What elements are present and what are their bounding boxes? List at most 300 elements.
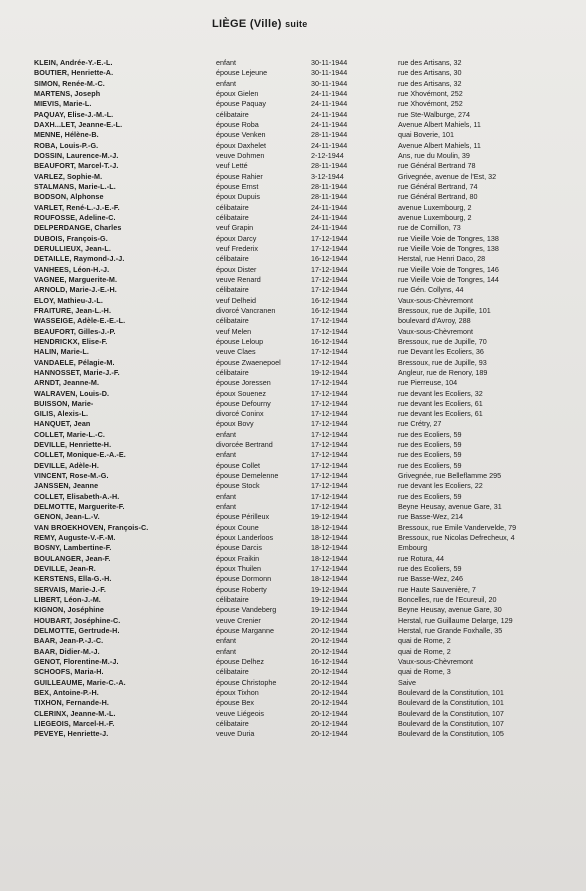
entry-date: 24-11-1944: [311, 109, 348, 119]
entry-address: rue devant les Ecoliers, 32: [398, 388, 483, 398]
entry-relation: épouse Leloup: [216, 336, 264, 346]
list-item: [0, 626, 586, 636]
entry-date: 17-12-1944: [311, 264, 348, 274]
entry-name: DELMOTTE, Marguerite-F.: [34, 502, 125, 512]
entry-address: rue de Cornillon, 73: [398, 223, 461, 233]
entry-relation: époux Landerloos: [216, 533, 274, 543]
list-item: [0, 110, 586, 120]
entry-relation: célibataire: [216, 254, 249, 264]
list-item: [0, 223, 586, 233]
entry-address: rue des Ecoliers, 59: [398, 491, 462, 501]
entry-relation: enfant: [216, 636, 236, 646]
list-item: [0, 213, 586, 223]
entry-address: rue Basse-Wez, 214: [398, 512, 463, 522]
list-item: [0, 296, 586, 306]
list-item: [0, 719, 586, 729]
entry-name: WALRAVEN, Louis-D.: [34, 388, 110, 398]
entry-date: 24-11-1944: [311, 88, 348, 98]
list-item: [0, 419, 586, 429]
list-item: [0, 636, 586, 646]
entry-name: JANSSEN, Jeanne: [34, 481, 99, 491]
entry-address: quai Boverie, 101: [398, 130, 454, 140]
entry-name: PAQUAY, Elise-J.-M.-L.: [34, 109, 114, 119]
entry-relation: époux Tixhon: [216, 688, 259, 698]
list-item: [0, 151, 586, 161]
entry-date: 16-12-1944: [311, 305, 348, 315]
entry-date: 2-12-1944: [311, 150, 344, 160]
entry-name: MENNE, Hélène-B.: [34, 130, 99, 140]
entry-relation: époux Thuilen: [216, 564, 262, 574]
entry-address: rue Ste-Walburge, 274: [398, 109, 471, 119]
entry-date: 20-12-1944: [311, 626, 348, 636]
list-item: [0, 667, 586, 677]
entry-date: 20-12-1944: [311, 615, 348, 625]
list-item: [0, 389, 586, 399]
list-item: [0, 678, 586, 688]
entry-date: 17-12-1944: [311, 357, 348, 367]
entry-name: COLLET, Marie-L.-C.: [34, 429, 105, 439]
list-item: [0, 461, 586, 471]
entry-date: 17-12-1944: [311, 274, 348, 284]
entry-address: rue Vieille Voie de Tongres, 138: [398, 243, 499, 253]
entry-address: rue Devant les Ecoliers, 36: [398, 347, 484, 357]
entry-name: VANHEES, Léon-H.-J.: [34, 264, 110, 274]
list-item: [0, 688, 586, 698]
list-item: [0, 244, 586, 254]
entry-address: Saive: [398, 677, 416, 687]
entry-relation: épouse Lejeune: [216, 68, 268, 78]
list-item: [0, 543, 586, 553]
entry-date: 18-12-1944: [311, 553, 348, 563]
entry-name: LIEGEOIS, Marcel-H.-F.: [34, 719, 115, 728]
entry-address: Bressoux, rue de Jupille, 93: [398, 357, 487, 367]
list-item: [0, 502, 586, 512]
entry-date: 17-12-1944: [311, 440, 348, 450]
entry-address: rue Général Bertrand, 80: [398, 192, 478, 202]
list-item: [0, 616, 586, 626]
entry-name: BEX, Antoine-P.-H.: [34, 688, 99, 698]
entry-address: Grivegnée, avenue de l'Est, 32: [398, 171, 497, 181]
list-item: [0, 605, 586, 615]
entry-date: 17-12-1944: [311, 378, 348, 388]
entry-date: 20-12-1944: [311, 719, 348, 728]
entry-relation: célibataire: [216, 212, 249, 222]
entry-address: rue des Artisans, 32: [398, 58, 462, 67]
entry-name: GENOT, Florentine-M.-J.: [34, 657, 119, 667]
entry-date: 17-12-1944: [311, 419, 348, 429]
entry-address: Boulevard de la Constitution, 101: [398, 698, 504, 708]
entry-address: rue des Ecoliers, 59: [398, 460, 462, 470]
entry-date: 17-12-1944: [311, 409, 348, 419]
entry-relation: épouse Dormonn: [216, 574, 272, 584]
entry-address: Vaux-sous-Chèvremont: [398, 295, 473, 305]
list-item: [0, 554, 586, 564]
entry-address: rue Haute Sauvenière, 7: [398, 584, 476, 594]
entry-address: rue Xhovémont, 252: [398, 88, 463, 98]
entry-date: 20-12-1944: [311, 698, 348, 708]
entry-address: Herstal, rue Guillaume Delarge, 129: [398, 615, 513, 625]
list-item: [0, 564, 586, 574]
entry-date: 18-12-1944: [311, 533, 348, 543]
list-item: [0, 265, 586, 275]
entry-date: 28-11-1944: [311, 161, 348, 171]
entry-relation: époux Gielen: [216, 88, 259, 98]
entry-date: 16-12-1944: [311, 254, 348, 264]
entry-relation: époux Dupuis: [216, 192, 260, 202]
entry-name: ROUFOSSE, Adeline-C.: [34, 212, 116, 222]
list-item: [0, 368, 586, 378]
entry-relation: célibataire: [216, 719, 249, 728]
entry-address: rue des Ecoliers, 59: [398, 450, 462, 460]
entry-name: DELMOTTE, Gertrude-H.: [34, 626, 120, 636]
entry-date: 24-11-1944: [311, 99, 348, 109]
entry-date: 17-12-1944: [311, 502, 348, 512]
entry-date: 17-12-1944: [311, 460, 348, 470]
entry-relation: épouse Périlleux: [216, 512, 270, 522]
entry-name: TIXHON, Fernande-H.: [34, 698, 109, 708]
list-item: [0, 709, 586, 719]
list-item: [0, 316, 586, 326]
entry-date: 17-12-1944: [311, 398, 348, 408]
entry-date: 17-12-1944: [311, 429, 348, 439]
entry-address: quai de Rome, 3: [398, 667, 451, 677]
entry-address: rue Crétry, 27: [398, 419, 442, 429]
entry-relation: célibataire: [216, 367, 249, 377]
entry-date: 18-12-1944: [311, 522, 348, 532]
entry-address: Boncelles, rue de l'Ecureuil, 20: [398, 595, 497, 605]
list-item: [0, 99, 586, 109]
entry-date: 17-12-1944: [311, 316, 348, 326]
entry-date: 28-11-1944: [311, 192, 348, 202]
entry-relation: veuve Claes: [216, 347, 256, 357]
entry-relation: célibataire: [216, 202, 249, 212]
list-item: [0, 523, 586, 533]
entry-address: Bressoux, rue de Jupille, 70: [398, 336, 487, 346]
entry-address: Embourg: [398, 543, 428, 553]
entry-name: SIMON, Renée-M.-C.: [34, 78, 105, 88]
entry-relation: veuf Melen: [216, 326, 252, 336]
entry-address: Bressoux, rue Emile Vandervelde, 79: [398, 522, 517, 532]
entry-address: Boulevard de la Constitution, 105: [398, 729, 504, 739]
entry-address: rue Gén. Collyns, 44: [398, 285, 464, 295]
entry-address: rue des Artisans, 30: [398, 68, 462, 78]
list-item: [0, 409, 586, 419]
entry-name: COLLET, Elisabeth-A.-H.: [34, 491, 120, 501]
entry-name: DOSSIN, Laurence-M.-J.: [34, 150, 119, 160]
entry-address: rue Rotura, 44: [398, 553, 444, 563]
entry-relation: veuve Renard: [216, 274, 261, 284]
entry-name: BOSNY, Lambertine-F.: [34, 543, 112, 553]
entry-relation: épouse Ernst: [216, 181, 259, 191]
entry-address: Ans, rue du Moulin, 39: [398, 150, 470, 160]
entry-relation: épouse Delhez: [216, 657, 264, 667]
list-item: [0, 358, 586, 368]
entry-relation: épouse Rahier: [216, 171, 263, 181]
entry-date: 17-12-1944: [311, 564, 348, 574]
entry-date: 20-12-1944: [311, 667, 348, 677]
entry-relation: épouse Defourny: [216, 398, 271, 408]
entry-address: rue des Ecoliers, 59: [398, 429, 462, 439]
list-item: [0, 285, 586, 295]
entry-date: 17-12-1944: [311, 347, 348, 357]
list-item: [0, 729, 586, 739]
entry-name: GILIS, Alexis-L.: [34, 409, 89, 419]
entry-name: SERVAIS, Marie-J.-F.: [34, 584, 107, 594]
entry-relation: époux Dister: [216, 264, 257, 274]
entry-address: avenue Luxembourg, 2: [398, 212, 472, 222]
entry-address: quai de Rome, 2: [398, 646, 451, 656]
entry-relation: enfant: [216, 502, 236, 512]
entry-name: COLLET, Monique-E.-A.-E.: [34, 450, 126, 460]
entry-relation: épouse Roba: [216, 119, 259, 129]
entry-relation: veuf Letté: [216, 161, 248, 171]
entry-name: MIEVIS, Marie-L.: [34, 99, 92, 109]
entry-date: 17-12-1944: [311, 285, 348, 295]
entry-date: 20-12-1944: [311, 677, 348, 687]
entry-date: 17-12-1944: [311, 388, 348, 398]
entry-relation: enfant: [216, 450, 236, 460]
entry-name: HOUBART, Joséphine-C.: [34, 615, 121, 625]
entry-address: Grivegnée, rue Belleflamme 295: [398, 471, 502, 481]
entry-date: 30-11-1944: [311, 68, 348, 78]
entry-name: DELPERDANGE, Charles: [34, 223, 122, 233]
entry-address: Bressoux, rue Nicolas Defrecheux, 4: [398, 533, 515, 543]
entry-date: 20-12-1944: [311, 646, 348, 656]
entry-relation: époux Souenez: [216, 388, 266, 398]
entry-name: DEVILLE, Adèle-H.: [34, 460, 99, 470]
entry-name: DETAILLE, Raymond-J.-J.: [34, 254, 125, 264]
entry-name: FRAITURE, Jean-L.-H.: [34, 305, 112, 315]
entry-date: 20-12-1944: [311, 636, 348, 646]
entry-name: BODSON, Alphonse: [34, 192, 104, 202]
entry-date: 19-12-1944: [311, 512, 348, 522]
entry-date: 16-12-1944: [311, 295, 348, 305]
entry-name: DERULLIEUX, Jean-L.: [34, 243, 111, 253]
entry-name: KIGNON, Joséphine: [34, 605, 104, 615]
entry-date: 24-11-1944: [311, 223, 348, 233]
entry-name: VAN BROEKHOVEN, François-C.: [34, 522, 149, 532]
entry-relation: veuve Liégeois: [216, 708, 264, 718]
entry-name: CLERINX, Jeanne-M.-L.: [34, 708, 116, 718]
entry-name: KLEIN, Andrée-Y.-E.-L.: [34, 58, 113, 67]
entry-date: 20-12-1944: [311, 688, 348, 698]
entry-relation: épouse Joressen: [216, 378, 271, 388]
entry-name: VANDAELE, Pélagie-M.: [34, 357, 115, 367]
list-item: [0, 130, 586, 140]
entry-relation: veuf Frederix: [216, 243, 258, 253]
entry-name: MARTENS, Joseph: [34, 88, 101, 98]
entry-relation: veuf Grapin: [216, 223, 254, 233]
entry-name: REMY, Auguste-V.-F.-M.: [34, 533, 116, 543]
entry-address: avenue Luxembourg, 2: [398, 202, 472, 212]
list-item: [0, 512, 586, 522]
list-item: [0, 89, 586, 99]
list-item: [0, 698, 586, 708]
entry-relation: époux Coune: [216, 522, 259, 532]
header-title: LIÈGE: [212, 18, 247, 30]
entry-name: KERSTENS, Ella-G.-H.: [34, 574, 112, 584]
entry-address: Boulevard de la Constitution, 107: [398, 708, 504, 718]
entry-date: 30-11-1944: [311, 58, 348, 67]
entry-date: 18-12-1944: [311, 543, 348, 553]
page-header: [212, 18, 308, 30]
entry-name: DEVILLE, Jean-R.: [34, 564, 96, 574]
list-item: [0, 182, 586, 192]
entry-name: DEVILLE, Henriette-H.: [34, 440, 112, 450]
entry-name: LIBERT, Léon-J.-M.: [34, 595, 101, 605]
list-item: [0, 141, 586, 151]
entry-name: BOULANGER, Jean-F.: [34, 553, 111, 563]
entry-address: Boulevard de la Constitution, 107: [398, 719, 504, 728]
entry-name: GUILLEAUME, Marie-C.-A.: [34, 677, 126, 687]
entry-address: quai de Rome, 2: [398, 636, 451, 646]
entry-name: SCHOOFS, Maria-H.: [34, 667, 104, 677]
entry-name: VINCENT, Rose-M.-G.: [34, 471, 109, 481]
list-item: [0, 275, 586, 285]
entry-relation: épouse Venken: [216, 130, 266, 140]
entry-relation: épouse Bex: [216, 698, 254, 708]
entry-date: 24-11-1944: [311, 140, 348, 150]
entry-name: ELOY, Mathieu-J.-L.: [34, 295, 103, 305]
entry-address: rue Xhovémont, 252: [398, 99, 463, 109]
entry-relation: divorcée Bertrand: [216, 440, 273, 450]
entry-name: WASSEIGE, Adèle-E.-E.-L.: [34, 316, 126, 326]
entry-name: HALIN, Marie-L.: [34, 347, 90, 357]
entry-relation: époux Darcy: [216, 233, 257, 243]
entry-name: BOUTIER, Henriette-A.: [34, 68, 114, 78]
entry-address: Herstal, rue Grande Foxhalle, 35: [398, 626, 503, 636]
entry-relation: épouse Zwaenepoel: [216, 357, 281, 367]
list-item: [0, 337, 586, 347]
entry-relation: époux Bovy: [216, 419, 254, 429]
entry-address: rue Vieille Voie de Tongres, 144: [398, 274, 499, 284]
entry-date: 17-12-1944: [311, 243, 348, 253]
entry-address: Avenue Albert Mahiels, 11: [398, 140, 481, 150]
entry-date: 19-12-1944: [311, 595, 348, 605]
entry-date: 30-11-1944: [311, 78, 348, 88]
entry-relation: époux Daxhelet: [216, 140, 266, 150]
entry-address: rue Vieille Voie de Tongres, 138: [398, 233, 499, 243]
list-item: [0, 347, 586, 357]
list-item: [0, 68, 586, 78]
entry-address: Beyne Heusay, avenue Gare, 31: [398, 502, 502, 512]
entry-relation: épouse Christophe: [216, 677, 277, 687]
entry-relation: veuf Delheid: [216, 295, 256, 305]
entry-name: STALMANS, Marie-L.-L.: [34, 181, 116, 191]
entry-relation: épouse Darcis: [216, 543, 262, 553]
list-item: [0, 120, 586, 130]
list-item: [0, 399, 586, 409]
entry-name: BEAUFORT, Marcel-T.-J.: [34, 161, 119, 171]
list-item: [0, 585, 586, 595]
entry-address: rue Vieille Voie de Tongres, 146: [398, 264, 499, 274]
entry-name: DUBOIS, François-G.: [34, 233, 108, 243]
entry-date: 17-12-1944: [311, 471, 348, 481]
entry-relation: enfant: [216, 646, 236, 656]
list-item: [0, 192, 586, 202]
entry-relation: épouse Paquay: [216, 99, 266, 109]
entry-relation: épouse Collet: [216, 460, 260, 470]
entry-address: rue Basse-Wez, 246: [398, 574, 463, 584]
entry-relation: épouse Marganne: [216, 626, 274, 636]
entry-name: BAAR, Jean-P.-J.-C.: [34, 636, 104, 646]
entry-date: 20-12-1944: [311, 708, 348, 718]
entry-name: HANNOSSET, Marie-J.-F.: [34, 367, 120, 377]
list-item: [0, 533, 586, 543]
entry-name: HENDRICKX, Elise-F.: [34, 336, 108, 346]
entry-relation: veuve Duria: [216, 729, 255, 739]
entry-address: Avenue Albert Mahiels, 11: [398, 119, 481, 129]
entry-name: VARLEZ, Sophie-M.: [34, 171, 103, 181]
list-item: [0, 647, 586, 657]
entry-relation: veuve Dohmen: [216, 150, 265, 160]
entry-date: 19-12-1944: [311, 584, 348, 594]
entry-relation: célibataire: [216, 316, 249, 326]
entry-address: Boulevard de la Constitution, 101: [398, 688, 504, 698]
entry-name: BEAUFORT, Gilles-J.-P.: [34, 326, 116, 336]
entry-address: rue devant les Ecoliers, 22: [398, 481, 483, 491]
entry-date: 17-12-1944: [311, 491, 348, 501]
entry-address: rue devant les Ecoliers, 61: [398, 398, 483, 408]
list-item: [0, 79, 586, 89]
entry-name: PEVEYE, Henriette-J.: [34, 729, 109, 739]
header-subtitle: (Ville): [249, 18, 282, 30]
list-item: [0, 430, 586, 440]
entry-relation: épouse Stock: [216, 481, 260, 491]
list-item: [0, 254, 586, 264]
entry-address: Vaux-sous-Chèvremont: [398, 657, 473, 667]
list-item: [0, 172, 586, 182]
entry-name: GENON, Jean-L.-V.: [34, 512, 100, 522]
entry-name: BAAR, Didier-M.-J.: [34, 646, 100, 656]
entry-date: 17-12-1944: [311, 450, 348, 460]
entry-date: 24-11-1944: [311, 202, 348, 212]
list-item: [0, 471, 586, 481]
entry-address: Bressoux, rue de Jupille, 101: [398, 305, 491, 315]
entry-relation: enfant: [216, 58, 236, 67]
entry-relation: enfant: [216, 429, 236, 439]
entry-date: 17-12-1944: [311, 233, 348, 243]
list-item: [0, 492, 586, 502]
entry-date: 18-12-1944: [311, 574, 348, 584]
entry-relation: célibataire: [216, 595, 249, 605]
entry-date: 24-11-1944: [311, 212, 348, 222]
entry-name: ARNOLD, Marie-J.-E.-H.: [34, 285, 117, 295]
entry-relation: enfant: [216, 491, 236, 501]
entry-address: boulevard d'Avroy, 288: [398, 316, 471, 326]
entry-name: DAXH...LET, Jeanne-E.-L.: [34, 119, 123, 129]
list-item: [0, 657, 586, 667]
entry-date: 17-12-1944: [311, 326, 348, 336]
list-item: [0, 234, 586, 244]
entry-address: rue Pierreuse, 104: [398, 378, 458, 388]
list-item: [0, 440, 586, 450]
entry-name: ARNDT, Jeanne-M.: [34, 378, 100, 388]
entry-address: Herstal, rue Henri Daco, 28: [398, 254, 486, 264]
victims-list: [0, 58, 586, 740]
entry-name: VAGNEE, Marguerite-M.: [34, 274, 118, 284]
entry-address: rue des Ecoliers, 59: [398, 564, 462, 574]
entry-relation: épouse Roberty: [216, 584, 267, 594]
entry-name: BUISSON, Marie-: [34, 398, 94, 408]
entry-address: rue Général Bertrand 78: [398, 161, 476, 171]
entry-relation: veuve Crenier: [216, 615, 261, 625]
entry-date: 3-12-1944: [311, 171, 344, 181]
header-suffix: suite: [285, 19, 308, 29]
entry-date: 16-12-1944: [311, 657, 348, 667]
entry-relation: épouse Vandeberg: [216, 605, 277, 615]
entry-date: 28-11-1944: [311, 130, 348, 140]
